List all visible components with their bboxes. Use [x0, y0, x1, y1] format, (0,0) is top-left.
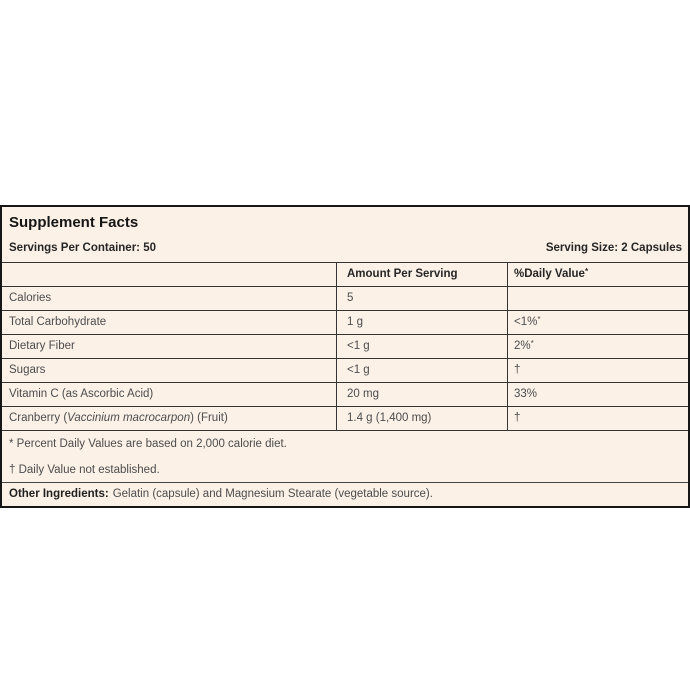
daily-value-asterisk: *	[584, 267, 589, 276]
nutrient-amount: 5	[336, 287, 507, 310]
nutrient-name: Cranberry (Vaccinium macrocarpon) (Fruit)	[9, 412, 228, 424]
footnote-percent-daily: * Percent Daily Values are based on 2,000 calorie diet.	[9, 438, 287, 450]
nutrient-daily-value	[507, 287, 688, 310]
other-ingredients-row	[2, 482, 688, 506]
nutrient-row	[2, 382, 688, 406]
daily-value-asterisk: *	[537, 315, 541, 324]
nutrient-rows	[2, 286, 688, 430]
nutrient-amount: <1 g	[336, 359, 507, 382]
nutrient-name: Vitamin C (as Ascorbic Acid)	[9, 388, 154, 400]
supplement-facts-panel	[0, 205, 690, 508]
nutrient-name: Sugars	[9, 364, 46, 376]
servings-line	[9, 242, 682, 254]
nutrient-amount: <1 g	[336, 335, 507, 358]
other-ingredients-label: Other Ingredients:	[9, 488, 109, 500]
column-header-row	[2, 262, 688, 286]
serving-size: Serving Size: 2 Capsules	[545, 242, 682, 254]
column-daily-value-header	[507, 263, 688, 286]
nutrient-daily-value: †	[507, 359, 688, 382]
panel-title: Supplement Facts	[9, 214, 139, 231]
nutrient-daily-value: 2%*	[507, 335, 688, 358]
nutrient-row	[2, 334, 688, 358]
column-amount-header-label: Amount Per Serving	[347, 268, 458, 280]
nutrient-name: Dietary Fiber	[9, 340, 75, 352]
other-ingredients-text: Gelatin (capsule) and Magnesium Stearate (vegetable source).	[112, 488, 433, 500]
servings-per-container: Servings Per Container: 50	[9, 242, 156, 254]
nutrient-amount: 1.4 g (1,400 mg)	[336, 407, 507, 430]
nutrient-name: Total Carbohydrate	[9, 316, 107, 328]
nutrient-row	[2, 286, 688, 310]
nutrient-latin-name: Vaccinium macrocarpon	[67, 412, 191, 424]
column-daily-value-header-label: %Daily Value	[514, 268, 585, 280]
column-nutrient-header	[2, 263, 336, 286]
nutrient-row	[2, 406, 688, 430]
nutrient-amount: 1 g	[336, 311, 507, 334]
footnotes-section	[2, 430, 688, 482]
nutrient-name: Calories	[9, 292, 52, 304]
footnote-not-established: † Daily Value not established.	[9, 464, 160, 476]
nutrient-row	[2, 310, 688, 334]
nutrient-daily-value: <1%*	[507, 311, 688, 334]
nutrient-amount: 20 mg	[336, 383, 507, 406]
nutrient-daily-value: †	[507, 407, 688, 430]
panel-header	[2, 207, 688, 262]
column-amount-header	[336, 263, 507, 286]
nutrient-row	[2, 358, 688, 382]
nutrient-daily-value: 33%	[507, 383, 688, 406]
daily-value-asterisk: *	[530, 339, 534, 348]
